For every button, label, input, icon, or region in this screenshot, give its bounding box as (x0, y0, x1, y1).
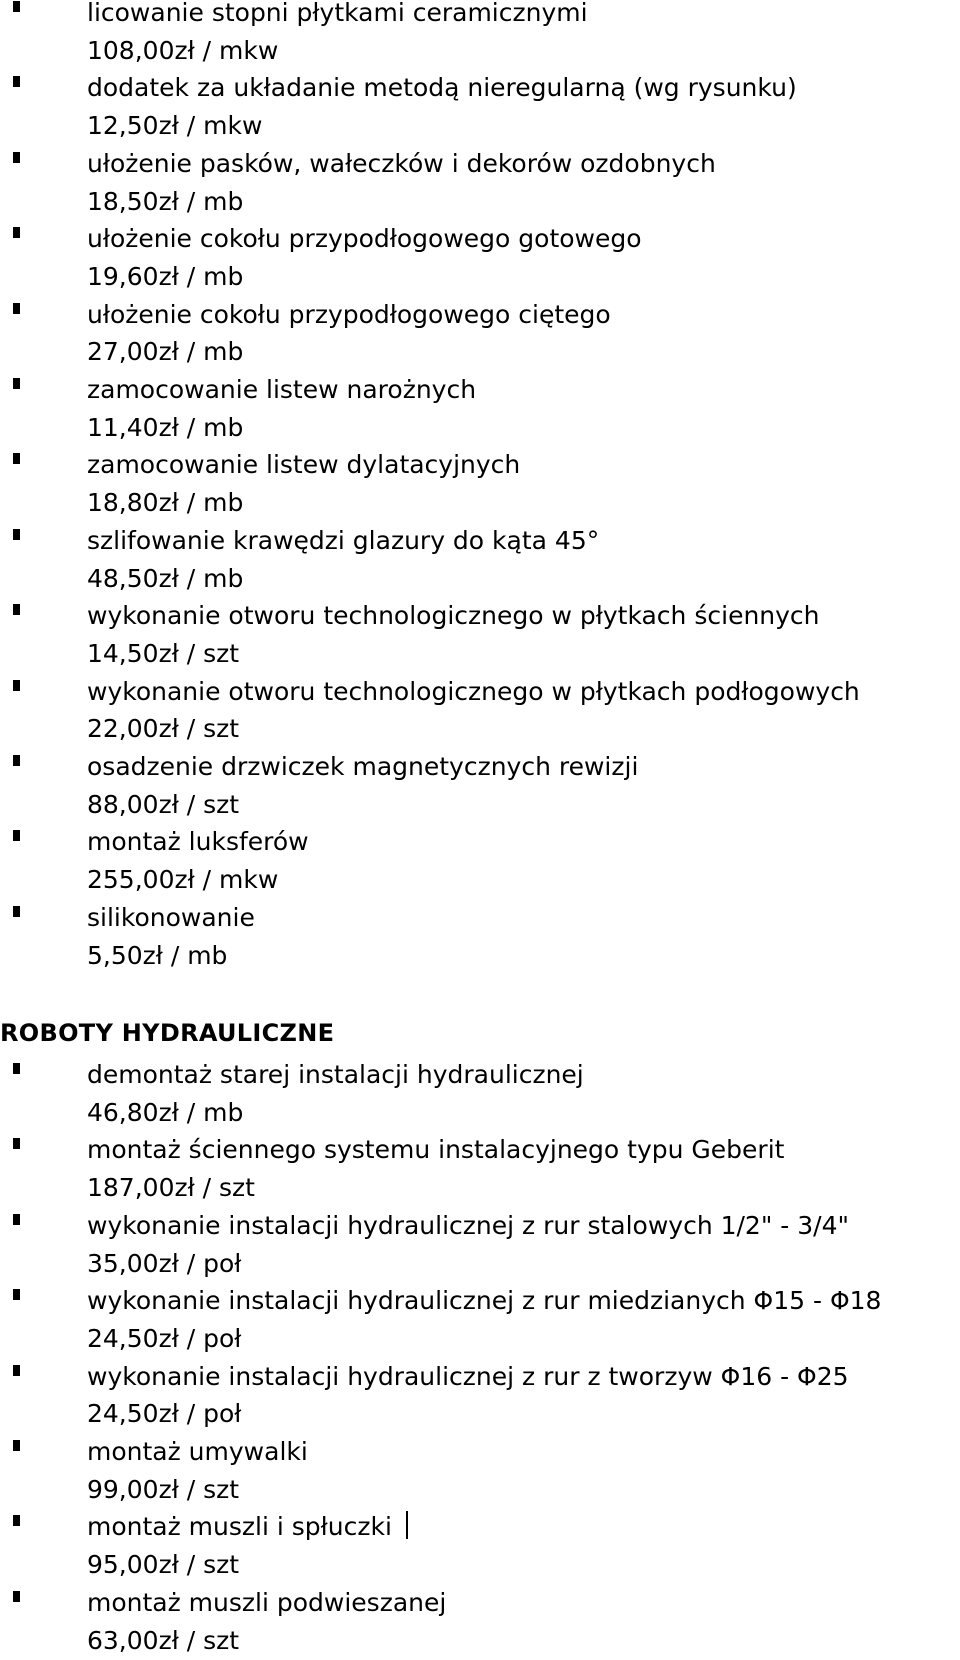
service-price: 187,00zł / szt (87, 1173, 255, 1203)
service-price: 46,80zł / mb (87, 1097, 244, 1127)
bullet-icon (13, 1440, 20, 1451)
service-price: 99,00zł / szt (87, 1474, 240, 1504)
service-price: 12,50zł / mkw (87, 111, 263, 141)
service-name: wykonanie otworu technologicznego w płytkach ściennych (87, 601, 820, 631)
service-price: 22,00zł / szt (87, 714, 240, 744)
list-item (0, 597, 860, 672)
plumbing-price-list (0, 1015, 881, 1659)
bullet-icon (13, 830, 20, 841)
service-price: 108,00zł / mkw (87, 35, 279, 65)
service-name: montaż ściennego systemu instalacyjnego typu Geberit (87, 1135, 785, 1165)
list-item (0, 0, 860, 69)
service-name: zamocowanie listew dylatacyjnych (87, 450, 521, 480)
service-name: osadzenie drzwiczek magnetycznych rewizji (87, 752, 639, 782)
service-price: 88,00zł / szt (87, 789, 240, 819)
service-name-text: montaż muszli i spłuczki (87, 1512, 392, 1542)
section-heading: ROBOTY HYDRAULICZNE (0, 1019, 335, 1047)
service-name: montaż muszli podwieszanej (87, 1587, 447, 1617)
bullet-icon (13, 1138, 20, 1149)
list-item (0, 1131, 881, 1206)
service-price: 24,50zł / poł (87, 1323, 242, 1353)
plumbing-items (0, 1056, 881, 1659)
service-price: 35,00zł / poł (87, 1248, 242, 1278)
bullet-icon (13, 680, 20, 691)
list-item (0, 673, 860, 748)
service-price: 24,50zł / poł (87, 1399, 242, 1429)
service-price: 63,00zł / szt (87, 1625, 240, 1655)
service-price: 18,50zł / mb (87, 186, 244, 216)
list-item (0, 145, 860, 220)
service-price: 255,00zł / mkw (87, 865, 279, 895)
service-name: ułożenie cokołu przypodłogowego gotowego (87, 224, 642, 254)
list-item (0, 1508, 881, 1583)
bullet-icon (13, 1515, 20, 1526)
list-item (0, 371, 860, 446)
service-name: dodatek za układanie metodą nieregularną (wg rysunku) (87, 73, 797, 103)
list-item (0, 220, 860, 295)
bullet-icon (13, 1365, 20, 1376)
bullet-icon (13, 76, 20, 87)
service-name: montaż luksferów (87, 827, 309, 857)
bullet-icon (13, 906, 20, 917)
service-name: szlifowanie krawędzi glazury do kąta 45° (87, 525, 600, 555)
bullet-icon (13, 1063, 20, 1074)
service-price: 14,50zł / szt (87, 638, 240, 668)
list-item (0, 1584, 881, 1659)
bullet-icon (13, 1591, 20, 1602)
service-name: zamocowanie listew narożnych (87, 375, 477, 405)
list-item (0, 1207, 881, 1282)
service-name: wykonanie instalacji hydraulicznej z rur z tworzyw Φ16 - Φ25 (87, 1361, 849, 1391)
service-name: demontaż starej instalacji hydraulicznej (87, 1060, 584, 1089)
bullet-icon (13, 1289, 20, 1300)
service-price: 5,50zł / mb (87, 940, 228, 970)
bullet-icon (13, 378, 20, 389)
list-item (0, 899, 860, 974)
service-price: 27,00zł / mb (87, 337, 244, 367)
list-item (0, 748, 860, 823)
service-price: 11,40zł / mb (87, 412, 244, 442)
service-name: silikonowanie (87, 902, 255, 932)
bullet-icon (13, 755, 20, 766)
bullet-icon (13, 1214, 20, 1225)
bullet-icon (13, 303, 20, 314)
list-item (0, 69, 860, 144)
bullet-icon (13, 227, 20, 238)
text-cursor-icon (406, 1511, 408, 1539)
bullet-icon (13, 1, 20, 12)
service-name: montaż umywalki (87, 1437, 308, 1467)
list-item (0, 296, 860, 371)
list-item (0, 1056, 881, 1131)
service-name: wykonanie instalacji hydraulicznej z rur stalowych 1/2" - 3/4" (87, 1210, 849, 1240)
service-name: wykonanie otworu technologicznego w płytkach podłogowych (87, 676, 860, 706)
service-price: 18,80zł / mb (87, 488, 244, 518)
list-item (0, 1282, 881, 1357)
list-item (0, 1358, 881, 1433)
service-name: ułożenie cokołu przypodłogowego ciętego (87, 299, 611, 329)
service-price: 48,50zł / mb (87, 563, 244, 593)
service-price: 95,00zł / szt (87, 1550, 240, 1580)
service-name: licowanie stopni płytkami ceramicznymi (87, 0, 588, 27)
service-price: 19,60zł / mb (87, 261, 244, 291)
list-item (0, 522, 860, 597)
list-item (0, 823, 860, 898)
bullet-icon (13, 604, 20, 615)
service-name (87, 1508, 881, 1546)
bullet-icon (13, 529, 20, 540)
list-item (0, 446, 860, 521)
service-name: ułożenie pasków, wałeczków i dekorów ozdobnych (87, 148, 716, 178)
list-item (0, 1433, 881, 1508)
service-name: wykonanie instalacji hydraulicznej z rur miedzianych Φ15 - Φ18 (87, 1286, 882, 1316)
bullet-icon (13, 152, 20, 163)
bullet-icon (13, 453, 20, 464)
